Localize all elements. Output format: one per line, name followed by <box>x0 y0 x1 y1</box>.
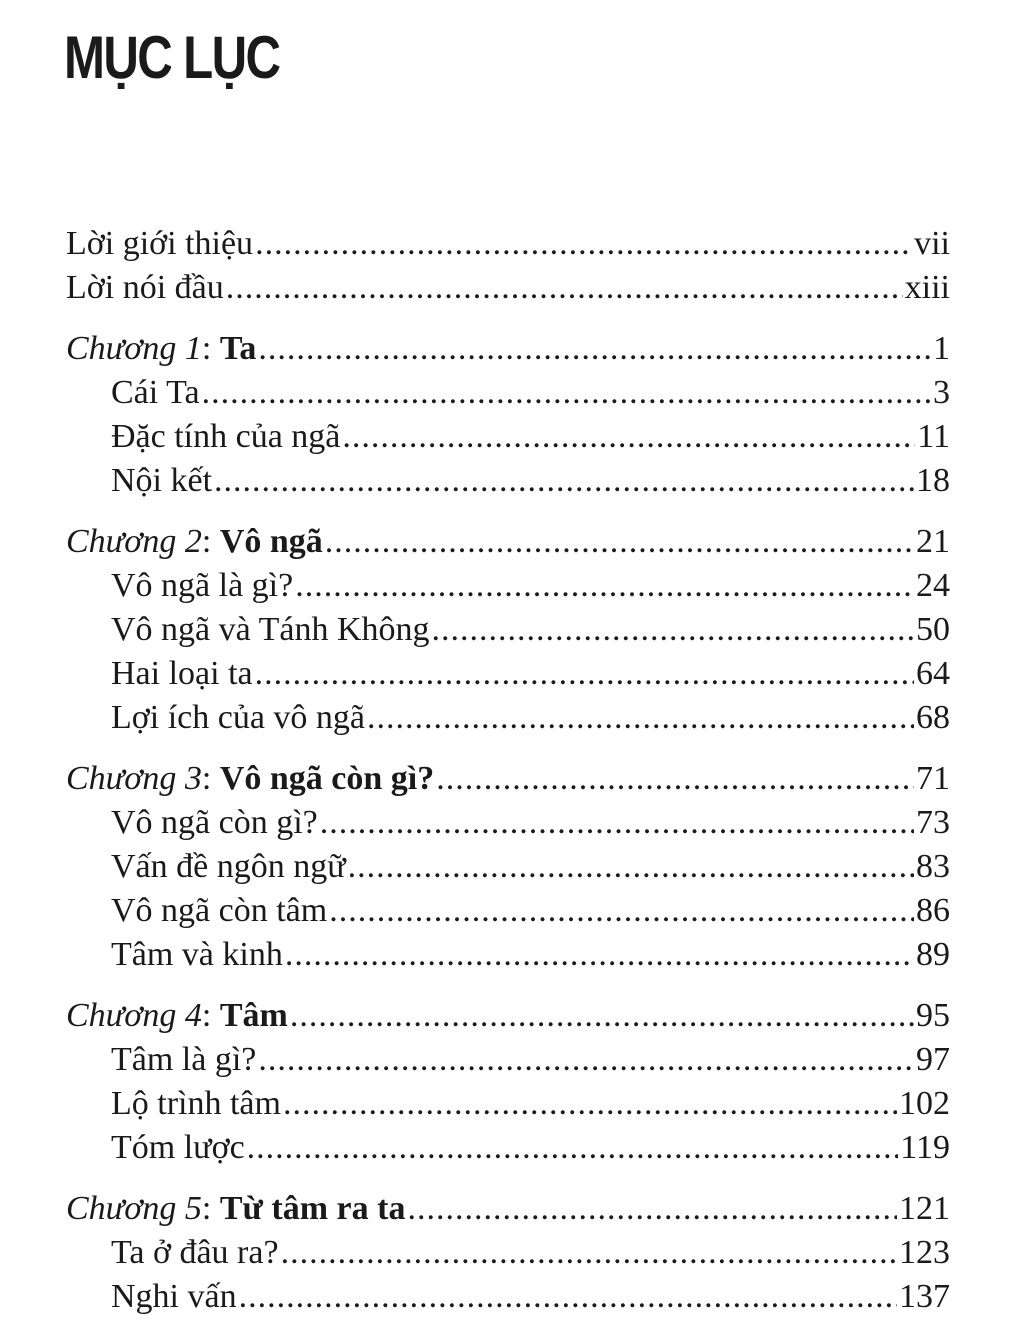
entry-label: Tâm và kinh <box>111 936 283 973</box>
dot-leader <box>320 801 914 845</box>
toc-chapter-2[interactable] <box>66 520 950 564</box>
entry-label: Cái Ta <box>111 374 200 411</box>
toc-section[interactable] <box>66 845 950 889</box>
chapter-label: Chương 1: Ta <box>66 330 257 367</box>
entry-page: 95 <box>916 997 950 1034</box>
chapter-label: Chương 2: Vô ngã <box>66 523 323 560</box>
toc-section[interactable] <box>66 564 950 608</box>
entry-page: 71 <box>916 760 950 797</box>
entry-label: Nội kết <box>111 462 213 499</box>
toc-section[interactable] <box>66 608 950 652</box>
entry-page: 86 <box>916 892 950 929</box>
entry-page: xiii <box>904 269 950 306</box>
entry-label: Đặc tính của ngã <box>111 418 341 455</box>
entry-page: 1 <box>933 330 950 367</box>
chapter-label: Chương 3: Vô ngã còn gì? <box>66 760 435 797</box>
toc-section[interactable] <box>66 459 950 503</box>
entry-page: 119 <box>900 1129 950 1166</box>
dot-leader <box>329 889 914 933</box>
entry-page: 21 <box>916 523 950 560</box>
toc-section[interactable] <box>66 371 950 415</box>
dot-leader <box>283 1082 897 1126</box>
dot-leader <box>348 845 914 889</box>
toc-section[interactable] <box>66 1231 950 1275</box>
entry-page: 18 <box>916 462 950 499</box>
entry-page: 68 <box>916 699 950 736</box>
dot-leader <box>258 327 931 371</box>
entry-page: 64 <box>916 655 950 692</box>
toc-section[interactable] <box>66 1038 950 1082</box>
toc-entry-introduction[interactable] <box>66 222 950 266</box>
entry-page: 73 <box>916 804 950 841</box>
toc-section[interactable] <box>66 652 950 696</box>
toc-chapter-3[interactable] <box>66 757 950 801</box>
page-title: MỤC LỤC <box>64 24 280 91</box>
entry-page: vii <box>914 225 950 262</box>
dot-leader <box>258 1038 914 1082</box>
chapter-prefix: Chương 1 <box>66 330 202 367</box>
chapter-label: Chương 5: Từ tâm ra ta <box>66 1190 406 1227</box>
dot-leader <box>432 608 914 652</box>
chapter-label: Chương 4: Tâm <box>66 997 288 1034</box>
entry-page: 50 <box>916 611 950 648</box>
entry-label: Lợi ích của vô ngã <box>111 699 366 736</box>
dot-leader <box>255 652 914 696</box>
dot-leader <box>202 371 931 415</box>
toc-section[interactable] <box>66 1275 950 1319</box>
toc-chapter-1[interactable] <box>66 327 950 371</box>
chapter-prefix: Chương 5 <box>66 1190 202 1227</box>
entry-label: Lời nói đầu <box>66 269 224 306</box>
entry-label: Vô ngã còn tâm <box>111 892 328 929</box>
entry-page: 24 <box>916 567 950 604</box>
chapter-title: Vô ngã <box>219 523 323 560</box>
entry-label: Vô ngã là gì? <box>111 567 294 604</box>
dot-leader <box>367 696 914 740</box>
toc-section[interactable] <box>66 696 950 740</box>
entry-label: Tâm là gì? <box>111 1041 257 1078</box>
entry-label: Tóm lược <box>111 1129 245 1166</box>
toc-section[interactable] <box>66 1082 950 1126</box>
chapter-prefix: Chương 4 <box>66 997 202 1034</box>
entry-page: 121 <box>899 1190 950 1227</box>
entry-page: 137 <box>899 1278 950 1315</box>
entry-label: Hai loại ta <box>111 655 253 692</box>
dot-leader <box>295 564 914 608</box>
chapter-title: Từ tâm ra ta <box>219 1190 406 1227</box>
dot-leader <box>239 1275 897 1319</box>
toc-section[interactable] <box>66 1126 950 1170</box>
dot-leader <box>281 1231 897 1275</box>
entry-page: 97 <box>916 1041 950 1078</box>
toc-section[interactable] <box>66 889 950 933</box>
entry-page: 3 <box>933 374 950 411</box>
dot-leader <box>285 933 914 977</box>
entry-label: Vấn đề ngôn ngữ <box>111 848 346 885</box>
table-of-contents <box>66 222 950 1319</box>
chapter-title: Ta <box>219 330 257 367</box>
entry-label: Vô ngã và Tánh Không <box>111 611 430 648</box>
chapter-title: Vô ngã còn gì? <box>219 760 435 797</box>
dot-leader <box>325 520 914 564</box>
entry-page: 102 <box>899 1085 950 1122</box>
dot-leader <box>436 757 914 801</box>
chapter-prefix: Chương 2 <box>66 523 202 560</box>
entry-page: 83 <box>916 848 950 885</box>
entry-label: Vô ngã còn gì? <box>111 804 318 841</box>
dot-leader <box>226 266 903 310</box>
dot-leader <box>247 1126 899 1170</box>
dot-leader <box>255 222 912 266</box>
entry-label: Nghi vấn <box>111 1278 237 1315</box>
entry-page: 11 <box>917 418 950 455</box>
toc-entry-preface[interactable] <box>66 266 950 310</box>
chapter-prefix: Chương 3 <box>66 760 202 797</box>
entry-label: Ta ở đâu ra? <box>111 1234 279 1271</box>
dot-leader <box>342 415 915 459</box>
toc-chapter-4[interactable] <box>66 994 950 1038</box>
chapter-title: Tâm <box>219 997 288 1034</box>
dot-leader <box>407 1187 897 1231</box>
entry-page: 123 <box>899 1234 950 1271</box>
toc-section[interactable] <box>66 415 950 459</box>
toc-section[interactable] <box>66 933 950 977</box>
entry-page: 89 <box>916 936 950 973</box>
toc-section[interactable] <box>66 801 950 845</box>
toc-chapter-5[interactable] <box>66 1187 950 1231</box>
dot-leader <box>214 459 914 503</box>
entry-label: Lộ trình tâm <box>111 1085 281 1122</box>
entry-label: Lời giới thiệu <box>66 225 254 262</box>
dot-leader <box>290 994 914 1038</box>
